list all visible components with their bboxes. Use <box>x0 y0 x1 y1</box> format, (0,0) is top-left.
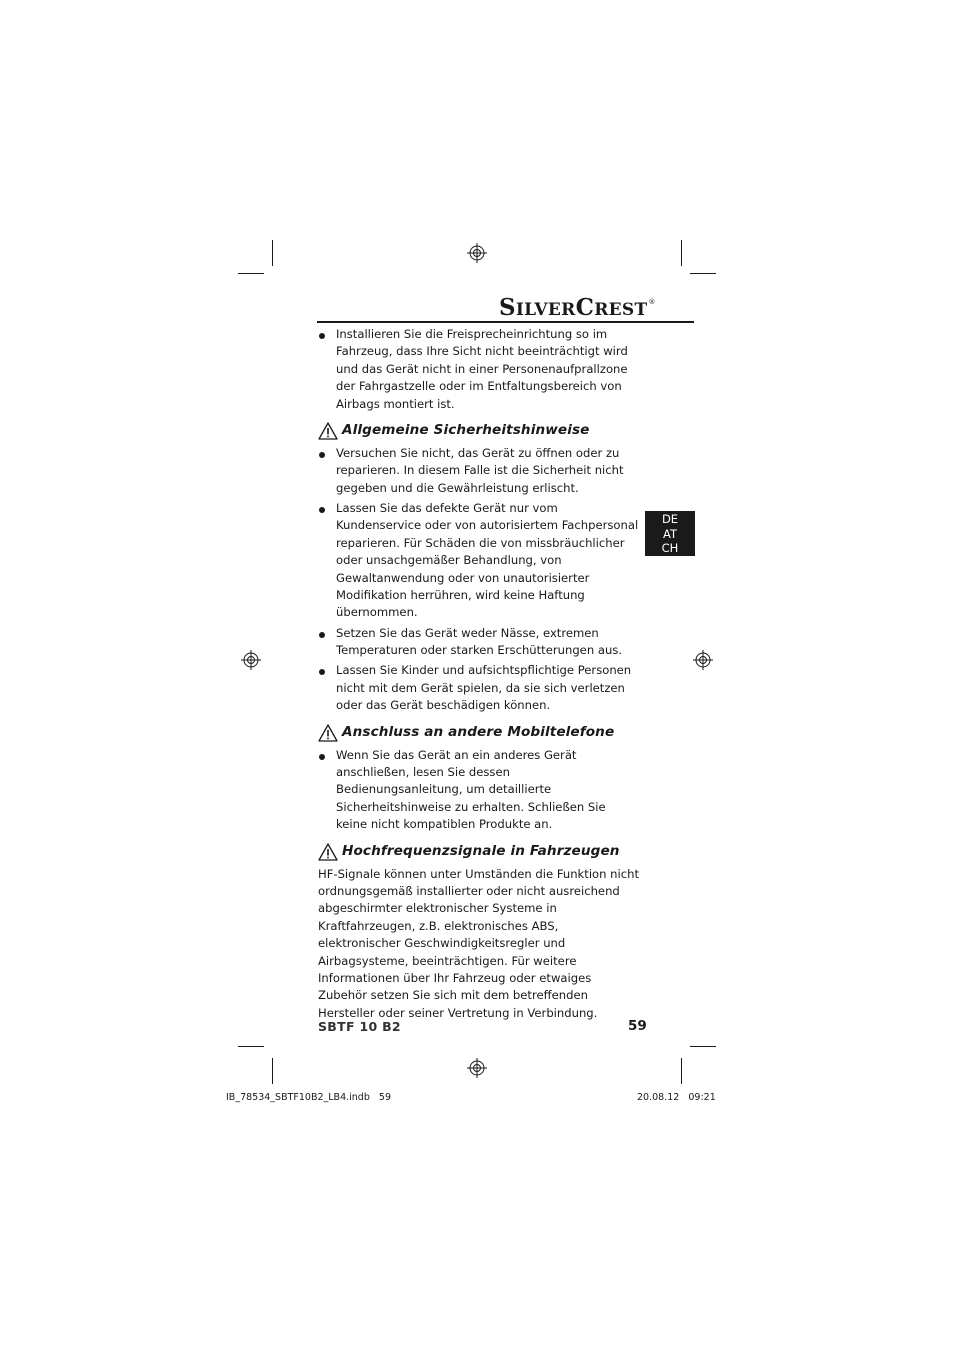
section-title: Allgemeine Sicherheitshinweise <box>342 422 590 439</box>
language-code: DE <box>661 512 679 526</box>
bullet-icon <box>319 452 325 458</box>
registration-mark-icon <box>467 243 487 263</box>
section-heading <box>318 420 640 442</box>
bullet-icon <box>319 333 325 339</box>
bullet-icon <box>319 669 325 675</box>
language-code: CH <box>661 541 679 555</box>
list-item: Versuchen Sie nicht, das Gerät zu öffnen oder zu reparieren. In diesem Falle ist die Sicherheit nicht gegeben und die Gewährleistung erlischt. <box>318 445 640 497</box>
section-title: Anschluss an andere Mobiltelefone <box>342 723 615 740</box>
registration-mark-icon <box>241 650 261 670</box>
bullet-icon <box>319 507 325 513</box>
crop-mark <box>238 273 264 274</box>
list-item: Installieren Sie die Freisprecheinrichtung so im Fahrzeug, dass Ihre Sicht nicht beeinträchtigt wird und das Gerät nicht in einer Personenaufprallzone der Fahrgastzelle oder im Entfaltungsbereich von Airbags montiert ist. <box>318 326 640 413</box>
brand-logo: SILVERCREST® <box>499 294 656 321</box>
language-tab <box>645 511 695 556</box>
list-item: Wenn Sie das Gerät an ein anderes Gerät anschließen, lesen Sie dessen Bedienungsanleitung, um detaillierte Sicherheitshinweise zu erhalten. Schließen Sie keine nicht kompatiblen Produkte an. <box>318 747 640 834</box>
model-number: SBTF 10 B2 <box>318 1019 401 1034</box>
crop-mark <box>690 273 716 274</box>
crop-mark <box>272 240 273 266</box>
print-slug-file: IB_78534_SBTF10B2_LB4.indb 59 <box>226 1092 391 1103</box>
section-heading <box>318 722 640 744</box>
language-code: AT <box>663 526 677 541</box>
intro-list <box>318 326 640 413</box>
warning-triangle-icon <box>318 422 338 440</box>
registration-mark-icon <box>693 650 713 670</box>
bullet-icon <box>319 632 325 638</box>
list-item: Lassen Sie das defekte Gerät nur vom Kundenservice oder von autorisiertem Fachpersonal reparieren. Für Schäden die von missbräuchlicher oder unsachgemäßer Behandlung, von Gewaltanwendung oder von unautorisierter Modifikation herrühren, wird keine Haftung übernommen. <box>318 500 640 622</box>
page-number: 59 <box>628 1018 647 1034</box>
crop-mark <box>681 1058 682 1084</box>
main-content <box>318 326 640 1022</box>
list-item: Setzen Sie das Gerät weder Nässe, extremen Temperaturen oder starken Erschütterungen aus. <box>318 625 640 660</box>
list-item: Lassen Sie Kinder und aufsichtspflichtige Personen nicht mit dem Gerät spielen, da sie sich verletzen oder das Gerät beschädigen können. <box>318 662 640 714</box>
section-heading <box>318 841 640 863</box>
print-slug-date: 20.08.12 09:21 <box>637 1092 716 1103</box>
bullet-icon <box>319 754 325 760</box>
crop-mark <box>690 1046 716 1047</box>
section-title: Hochfrequenzsignale in Fahrzeugen <box>342 842 620 859</box>
section-paragraph: HF-Signale können unter Umständen die Funktion nicht ordnungsgemäß installierter oder nicht ausreichend abgeschirmter elektronischer Systeme in Kraftfahrzeugen, z.B. elektronisches ABS, elektronischer Geschwindigkeitsregler und Airbagsysteme, beeinträchtigen. Für weitere Informationen über Ihr Fahrzeug oder etwaiges Zubehör setzen Sie sich mit dem betreffenden Hersteller oder seiner Vertretung in Verbindung. <box>318 866 640 1020</box>
connection-list <box>318 747 640 834</box>
crop-mark <box>238 1046 264 1047</box>
crop-mark <box>681 240 682 266</box>
safety-list <box>318 445 640 714</box>
warning-triangle-icon <box>318 843 338 861</box>
warning-triangle-icon <box>318 724 338 742</box>
crop-mark <box>272 1058 273 1084</box>
header-rule <box>317 321 694 323</box>
registration-mark-icon <box>467 1058 487 1078</box>
